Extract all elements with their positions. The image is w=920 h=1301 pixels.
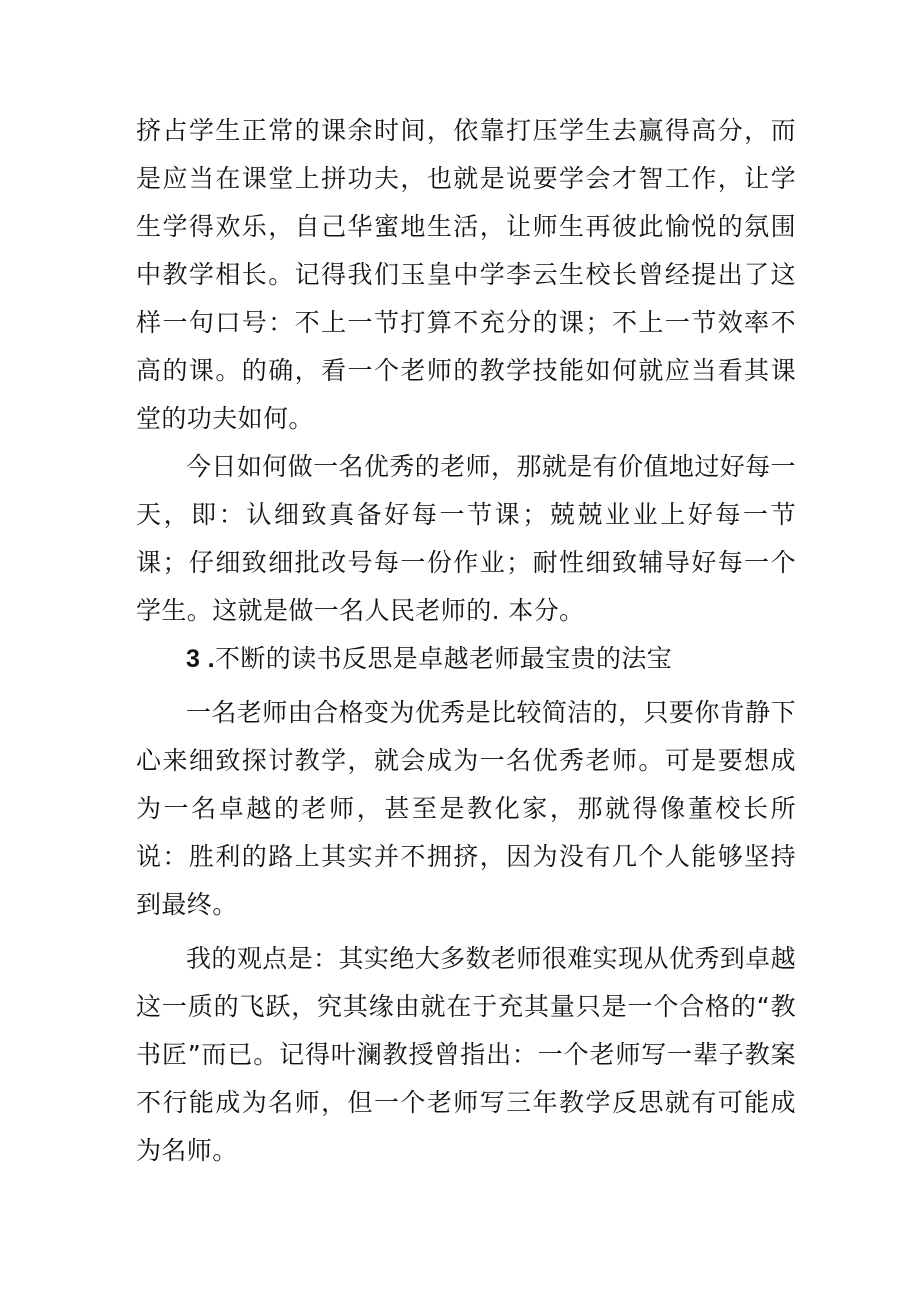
paragraph-outstanding-teacher: 一名老师由合格变为优秀是比较简洁的，只要你肯静下心来细致探讨教学，就会成为一名优秀老师。可是要想成为一名卓越的老师，甚至是教化家，那就得像董校长所说：胜利的路上其实并不拥挤，因为没有几个人能够坚持到最终。 xyxy=(136,698,796,919)
section-heading-number: 3 . xyxy=(186,645,215,673)
paragraph-excellent-teacher: 今日如何做一名优秀的老师，那就是有价值地过好每一天，即：认细致真备好每一节课；兢兢业业上好每一节课；仔细致细批改号每一份作业；耐性细致辅导好每一个学生。这就是做一名人民老师的. 本分。 xyxy=(136,452,796,625)
section-heading-text: 不断的读书反思是卓越老师最宝贵的法宝 xyxy=(215,644,673,673)
paragraph-continued: 挤占学生正常的课余时间，依靠打压学生去赢得高分，而是应当在课堂上拼功夫，也就是说要学会才智工作，让学生学得欢乐，自己华蜜地生活，让师生再彼此愉悦的氛围中教学相长。记得我们玉皇中学李云生校长曾经提出了这样一句口号：不上一节打算不充分的课；不上一节效率不高的课。的确，看一个老师的教学技能如何就应当看其课堂的功夫如何。 xyxy=(136,116,796,433)
paragraph-opinion: 我的观点是：其实绝大多数老师很难实现从优秀到卓越这一质的飞跃，究其缘由就在于充其量只是一个合格的“教书匠”而已。记得叶澜教授曾指出：一个老师写一辈子教案不行能成为名师，但一个老师写三年教学反思就有可能成为名师。 xyxy=(136,944,796,1165)
body-text xyxy=(136,107,796,1175)
section-heading xyxy=(136,635,796,683)
